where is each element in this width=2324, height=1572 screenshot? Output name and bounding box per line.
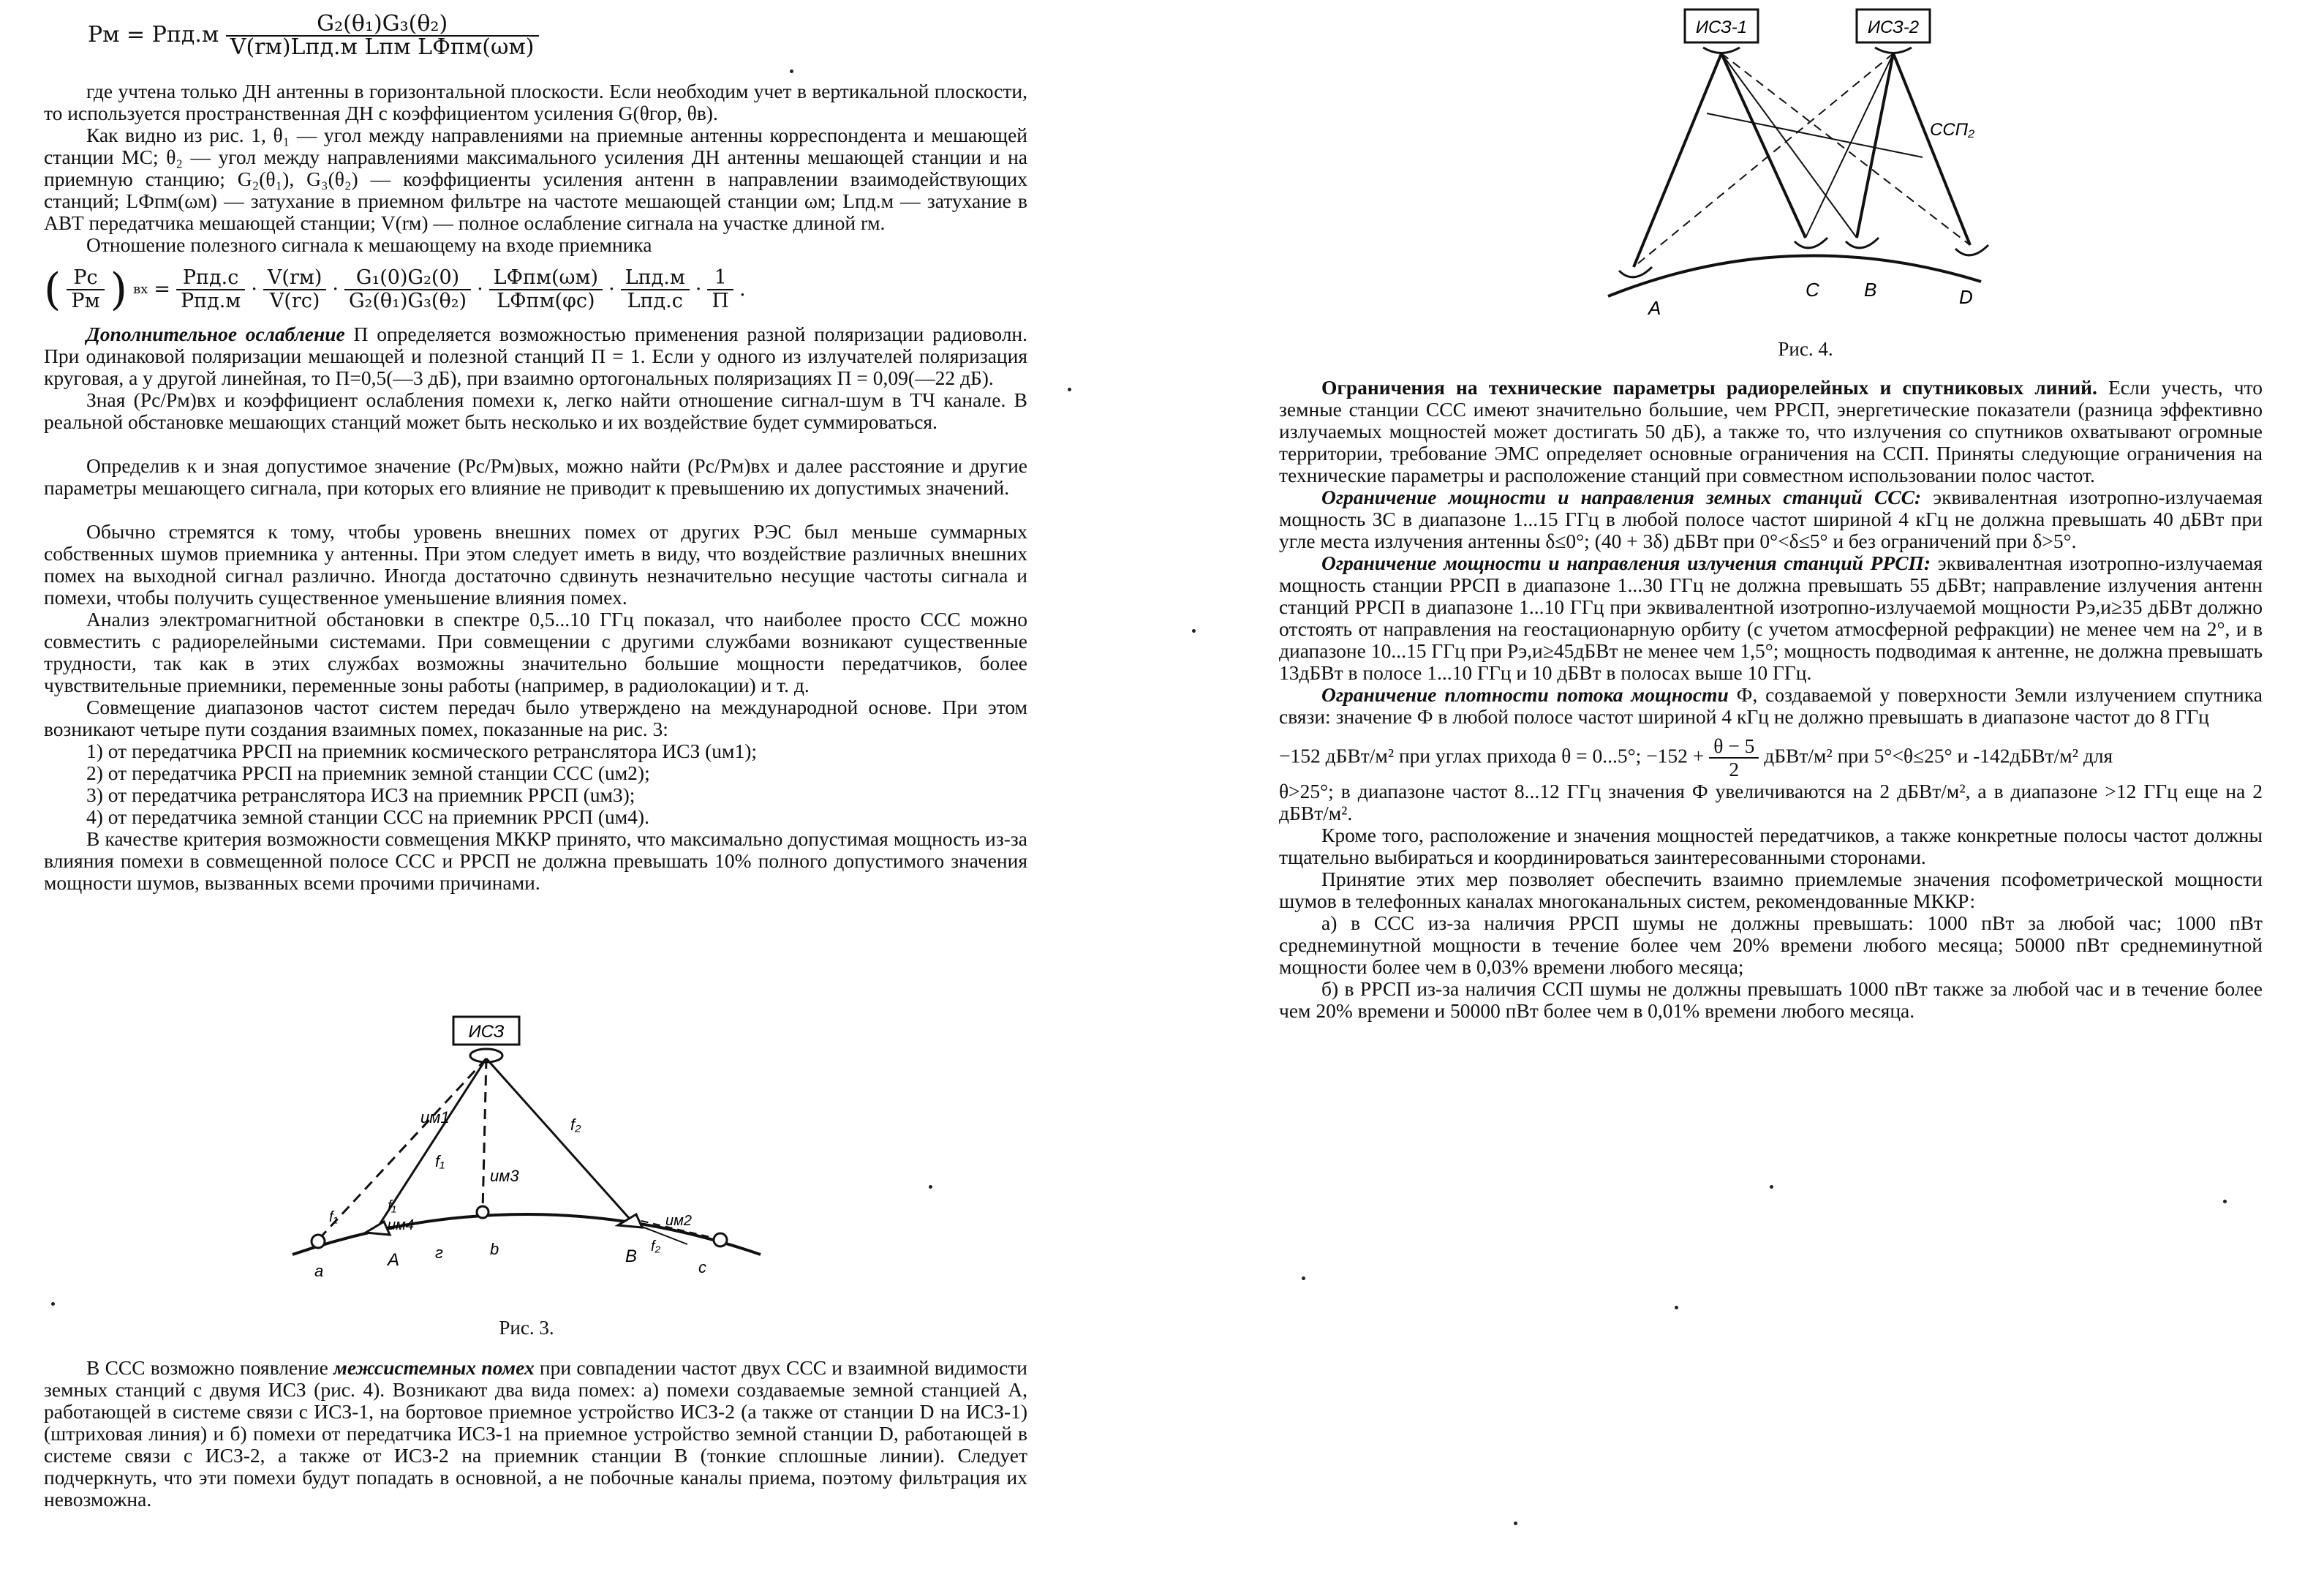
scan-speck xyxy=(1192,629,1196,633)
paragraph: Отношение полезного сигнала к мешающему на входе приемника xyxy=(86,233,652,256)
ratio-f3-num: G₁(0)G₂(0) xyxy=(344,267,471,290)
formula-pm xyxy=(44,13,1027,80)
ratio-f5-num: Lпд.м xyxy=(621,267,690,290)
paragraph: Принятие этих мер позволяет обеспечить взаимно приемлемые значения псофометрической мощности шумов в телефонных каналах многоканальных систем, рекомендованные МККР: xyxy=(1279,868,2263,912)
paragraph: В качестве критерия возможности совмещения МККР принято, что максимально допустимая мощность из-за влияния помехи в совмещенной полосе ССС и РРСП не должна превышать 10% полного допустимого значения мощности шумов, вызванных всеми прочими причинами. xyxy=(44,827,1027,894)
fig3-station: B xyxy=(625,1246,638,1266)
fig4-station: A xyxy=(1648,297,1661,319)
ratio-f5-den: Lпд.с xyxy=(627,290,683,312)
ratio-f4-num: LФпм(ωм) xyxy=(489,267,603,290)
left-column xyxy=(44,13,1027,894)
scan-speck xyxy=(2223,1200,2227,1203)
term-italic: Дополнительное ослабление xyxy=(86,323,345,345)
fig3-station: c xyxy=(698,1258,706,1276)
fig4-station: B xyxy=(1864,279,1877,301)
paragraph-text: эквивалентная изотропно-излучаемая мощность ЗС в диапазоне 1...15 ГГц в любой полосе частот шириной 4 кГц не должна превышать 40 дБВт при угле места излучения антенны δ≤0°; (40 + 3δ) дБВт при 0°<δ≤5° и без ограничений при δ>5°. xyxy=(1279,486,2263,552)
paragraph: θ>25°; в диапазоне частот 8...12 ГГц значения Ф увеличиваются на 2 дБВт/м², а в диапазоне >12 ГГц еще на 2 дБВт/м². xyxy=(1279,780,2263,824)
ratio-f2-den: V(rс) xyxy=(269,290,320,312)
scan-speck xyxy=(1514,1522,1517,1525)
ratio-lhs-sub: вх xyxy=(133,282,148,297)
paragraph: Определив к и зная допустимое значение (Pс/Pм)вых, можно найти (Pс/Pм)вх и далее расстояние и другие параметры мешающего сигнала, при которых его влияние не приводит к превышению их допустимых значений. xyxy=(44,454,1027,499)
fig3-station: A xyxy=(388,1250,400,1270)
figure-3-diagram xyxy=(278,1013,775,1298)
formula-ratio: ( $\frac{Pс}{Pм}$ ) вх = $\frac{\text{Pпд.с}}{\text{Pпд.м}}$ · $\frac{V(rм)}{V(rс)}$ · $\frac{\text{G₁(0)G₂(0)}}{\text{G₂(θ₁)G₃(θ₂)}}$ · $\frac{\text{LФпм(ωм)}}{\text{LФпм(φс)}}$ · $\frac{\text{Lпд.м}}{\text{Lпд.с}}$ · $\frac{1}{П}$ . xyxy=(44,264,746,315)
flux-formula-part: дБВт/м² при 5°<θ≤25° и -142дБВт/м² для xyxy=(1764,744,2113,767)
fig4-satellite-1: ИСЗ-1 xyxy=(1695,18,1748,37)
paragraph: Обычно стремятся к тому, чтобы уровень внешних помех от других РЭС был меньше суммарных собственных шумов приемника у антенны. При этом следует иметь в виду, что воздействие различных внешних помех на выходной сигнал различно. Иногда достаточно сдвинуть незначительно несущие частоты сигнала и помехи, чтобы получить существенное уменьшение влияния помех. xyxy=(44,520,1027,609)
scan-speck xyxy=(51,1302,55,1306)
fig3-station: a xyxy=(314,1262,324,1280)
paragraph xyxy=(1279,684,2263,728)
paragraph: Совмещение диапазонов частот систем передач было утверждено на международной основе. При этом возникают четыре пути создания взаимных помех, показанные на рис. 3: xyxy=(44,696,1027,740)
fig3-label: f₁ xyxy=(435,1152,445,1170)
flux-fraction-num: θ − 5 xyxy=(1709,735,1759,759)
figure-3-caption: Рис. 3. xyxy=(499,1317,554,1339)
section-heading: Ограничение мощности и направления земных станций ССС: xyxy=(1321,486,1922,508)
paragraph: б) в РРСП из-за наличия ССП шумы не должны превышать 1000 пВт также за любой час и в течение более чем 20% времени и 50000 пВт более чем в 0,01% времени любого месяца. xyxy=(1279,977,2263,1022)
fig3-label: uм1 xyxy=(420,1108,450,1127)
scan-speck xyxy=(1068,388,1071,391)
fig4-station: C xyxy=(1806,279,1819,301)
scan-speck xyxy=(1675,1306,1678,1309)
left-bottom-column xyxy=(44,1357,1027,1511)
fig4-ssp-label: ССП₂ xyxy=(1930,120,1975,140)
flux-fraction-den: 2 xyxy=(1729,758,1740,781)
figure-4-caption: Рис. 4. xyxy=(1778,338,1833,360)
fig3-label: f₂ xyxy=(651,1238,661,1255)
ratio-f6-den: П xyxy=(712,290,729,312)
fig3-station: b xyxy=(490,1240,499,1258)
ratio-f1-den: Pпд.м xyxy=(180,290,241,312)
paragraph xyxy=(1279,486,2263,552)
paragraph: Зная (Pс/Pм)вх и коэффициент ослабления помехи к, легко найти отношение сигнал-шум в ТЧ канале. В реальной обстановке мешающих станций может быть несколько и их воздействие будет суммироваться. xyxy=(44,388,1027,433)
ratio-f6-num: 1 xyxy=(707,267,733,290)
paragraph: где учтена только ДН антенны в горизонтальной плоскости. Если необходим учет в вертикальной плоскости, то используется пространственная ДН с коэффициентом усиления G(θгор, θв). xyxy=(44,80,1027,124)
fig3-label: uм4 xyxy=(388,1217,414,1233)
right-page xyxy=(1162,0,2324,1572)
fig3-label: f₁ xyxy=(388,1198,396,1214)
paragraph-text: П определяется возможностью применения разной поляризации радиоволн. При одинаковой поляризации мешающей и полезной станций П = 1. Если у одного из излучателей поляризация круговая, а у другой линейная, то П=0,5(—3 дБ), при взаимно ортогональных поляризациях П = 0,09(—22 дБ). xyxy=(44,323,1028,389)
ratio-f1-num: Pпд.с xyxy=(176,267,245,290)
scan-speck xyxy=(1770,1185,1773,1189)
scan-speck xyxy=(790,69,793,73)
paragraph-text: при совпадении частот двух ССС и взаимной видимости земных станций с двумя ИСЗ (рис. 4). Возникают два вида помех: а) помехи создаваемые земной станцией А, работающей в системе связи с ИСЗ-1, на бортовое приемное устройство ИСЗ-2 (а также от станции D на ИСЗ-1) (штриховая линия) и б) помехи от передатчика ИСЗ-1 на приемное устройство земной станции D, работающей в системе связи с ИСЗ-2, а также от ИСЗ-2 на приемник станции B (тонкие сплошные линии). Следует подчеркнуть, что эти помехи будут попадать в основной, а не побочные каналы приема, поэтому фильтрация их невозможна. xyxy=(44,1356,1027,1511)
paragraph-text: Ф, создаваемой у поверхности Земли излучением спутника связи: значение Ф в любой полосе частот шириной 4 кГц не должно превышать в диапазоне частот до 8 ГГц xyxy=(1279,683,2263,728)
fig3-label: f₂ xyxy=(570,1116,581,1134)
paragraph xyxy=(1279,552,2263,684)
ratio-lhs-den: Pм xyxy=(71,290,100,312)
formula-pm-fraction xyxy=(226,13,539,59)
section-heading: Ограничения на технические параметры радиорелейных и спутниковых линий. xyxy=(1321,376,2097,399)
section-heading: Ограничение мощности и направления излучения станций РРСП: xyxy=(1321,552,1931,574)
figure-4-diagram xyxy=(1586,4,1996,333)
ratio-f4-den: LФпм(φс) xyxy=(497,290,595,312)
ratio-f2-num: V(rм) xyxy=(263,267,326,290)
paragraph: Анализ электромагнитной обстановки в спектре 0,5...10 ГГц показал, что наиболее просто ССС можно совместить с радиорелейными системами. При совмещении с другими службами возникают существенные трудности, так как в этих службах возможны значительно большие мощности передатчиков, более чувствительные приемники, переменные зоны работы (например, в радиолокации) и т. д. xyxy=(44,608,1027,696)
scan-speck xyxy=(1302,1276,1305,1280)
fig3-satellite-label: ИСЗ xyxy=(468,1022,505,1042)
scan-speck xyxy=(929,1185,932,1189)
fig3-label: uм2 xyxy=(665,1213,692,1229)
formula-pm-denominator: V(rм)Lпд.м Lпм LФпм(ωм) xyxy=(230,34,535,60)
right-column xyxy=(1279,377,2263,1022)
flux-fraction xyxy=(1709,735,1759,781)
paragraph: Кроме того, расположение и значения мощностей передатчиков, а также конкретные полосы частот должны тщательно выбираться и координироваться заинтересованными сторонами. xyxy=(1279,824,2263,868)
fig4-station: D xyxy=(1959,286,1973,308)
flux-formula-part: −152 дБВт/м² при углах прихода θ = 0...5°; −152 + xyxy=(1279,744,1705,767)
paragraph: а) в ССС из-за наличия РРСП шумы не должны превышать: 1000 пВт за любой час; 1000 пВт среднеминутной мощности в течение более чем 20% времени любого месяца; 50000 пВт среднеминутной мощности более чем в 0,03% времени любого месяца; xyxy=(1279,911,2263,978)
fig4-satellite-2: ИСЗ-2 xyxy=(1867,18,1920,37)
formula-pm-lhs: Pм = Pпд.м xyxy=(88,22,219,48)
list-item: 1) от передатчика РРСП на приемник космического ретранслятора ИСЗ (uм1); xyxy=(86,740,758,762)
ratio-lhs-num: Pс xyxy=(67,267,104,290)
fig3-label: uм3 xyxy=(490,1167,519,1185)
flux-formula xyxy=(1279,735,2263,781)
paragraph-text: Если учесть, что земные станции ССС имеют значительно большие, чем РРСП, энергетические показатели (разница эффективно излучаемых мощностей может достигать 50 дБ), а также то, что излучения со спутников охватывают огромные территории, требование ЭМС определяет основные ограничения на ССП. Приняты следующие ограничения на технические параметры и расположение станций при совместном использовании полос частот. xyxy=(1279,376,2263,486)
list-item: 4) от передатчика земной станции ССС на приемник РРСП (uм4). xyxy=(86,805,649,828)
paragraph xyxy=(1279,377,2263,486)
formula-pm-numerator: G₂(θ₁)G₃(θ₂) xyxy=(226,13,539,37)
fig3-label: f₁ xyxy=(329,1209,338,1225)
ratio-f3-den: G₂(θ₁)G₃(θ₂) xyxy=(348,290,467,312)
paragraph-text: эквивалентная изотропно-излучаемая мощность станции РРСП в диапазоне 1...30 ГГц не должна превышать 55 дБВт; направление излучения антенн станций РРСП в диапазоне 1...10 ГГц при эквивалентной изотропно-излучаемой мощности Pэ,и≥35 дБВт должно отстоять от направления на геостационарную орбиту (с учетом атмосферной рефракции) не менее чем на 2°, и в диапазоне 10...15 ГГц при Pэ,и≥45дБВт не менее чем 1,5°; мощность подводимая к антенне, не должна превышать 13дБВт в полосе 1...10 ГГц и 10 дБВт в полосах выше 10 ГГц. xyxy=(1279,552,2263,684)
list-item: 2) от передатчика РРСП на приемник земной станции ССС (uм2); xyxy=(86,761,650,784)
section-heading: Ограничение плотности потока мощности xyxy=(1321,683,1729,706)
paragraph-text: В ССС возможно появление xyxy=(86,1356,333,1379)
term-italic: межсистемных помех xyxy=(333,1356,535,1379)
list-item: 3) от передатчика ретранслятора ИСЗ на приемник РРСП (uм3); xyxy=(86,783,635,806)
paragraph: Как видно из рис. 1, θ₁ — угол между направлениями на приемные антенны корреспондента и мешающей станции МС; θ₂ — угол между направлениями максимального усиления ДН антенны мешающей станции и на приемную станцию; G₂(θ₁), G₃(θ₂) — коэффициенты усиления антенн в направлении взаимодействующих станций; LФпм(ωм) — затухание в приемном фильтре на частоте мешающей станции ωм; Lпд.м — затухание в АВТ передатчика мешающей станции; V(rм) — полное ослабление сигнала на участке длиной rм. xyxy=(44,124,1027,234)
paragraph xyxy=(44,1357,1027,1511)
paragraph xyxy=(44,323,1027,389)
fig3-station: г xyxy=(435,1244,443,1262)
